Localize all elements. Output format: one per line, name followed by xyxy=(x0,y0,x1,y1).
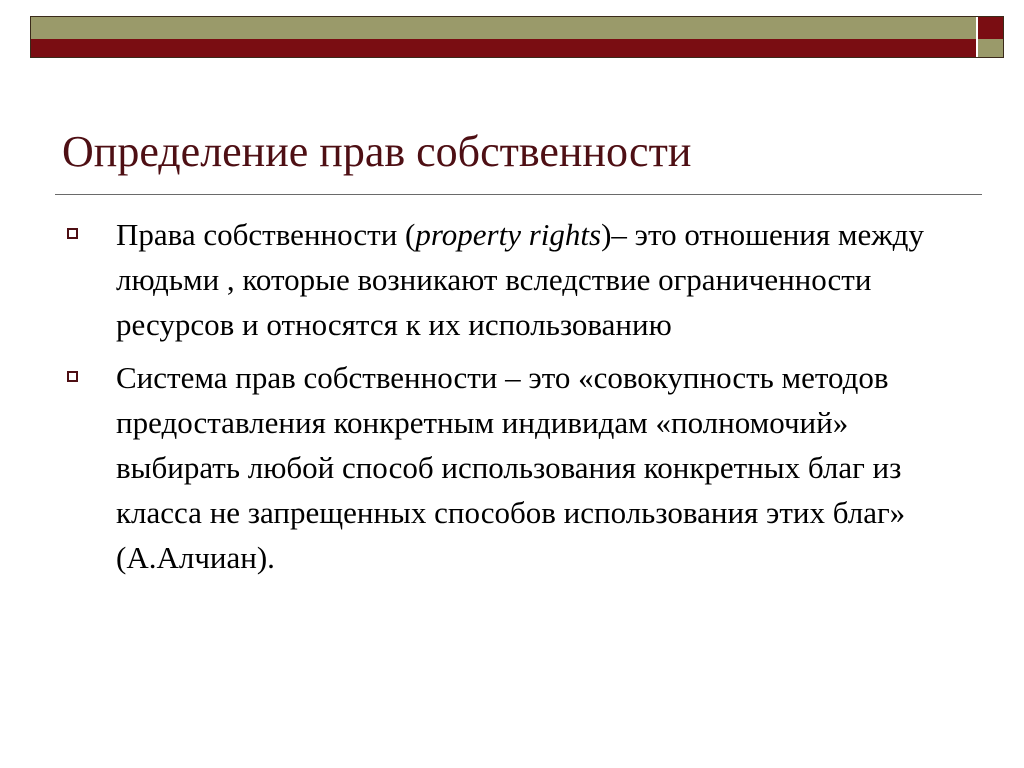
bullet-text xyxy=(116,212,976,347)
bullet-text: Система прав собственности – это «совокупность методов предоставления конкретным индивидам «полномочий» выбирать любой способ использования конкретных благ из класса не запрещенных способов использования этих благ» (А.Алчиан). xyxy=(116,360,906,575)
list-item xyxy=(0,355,1024,580)
bullet-text-part1: Права собственности ( xyxy=(116,217,416,252)
bullet-text-italic: property rights xyxy=(415,217,602,252)
bullet-text-part2: )– это отношения между людьми , которые возникают вследствие ограниченности ресурсов и относятся к их использованию xyxy=(116,217,924,342)
hollow-square-bullet-icon xyxy=(67,371,78,382)
header-olive-square xyxy=(978,39,1003,57)
bullet-list xyxy=(0,212,1024,588)
header-divider xyxy=(976,17,978,57)
title-underline xyxy=(55,194,982,195)
list-item xyxy=(0,212,1024,347)
header-red-square xyxy=(978,17,1003,39)
slide-title: Определение прав собственности xyxy=(62,127,692,176)
hollow-square-bullet-icon xyxy=(67,228,78,239)
header-red-bar xyxy=(31,39,976,57)
header-olive-bar xyxy=(31,17,976,39)
